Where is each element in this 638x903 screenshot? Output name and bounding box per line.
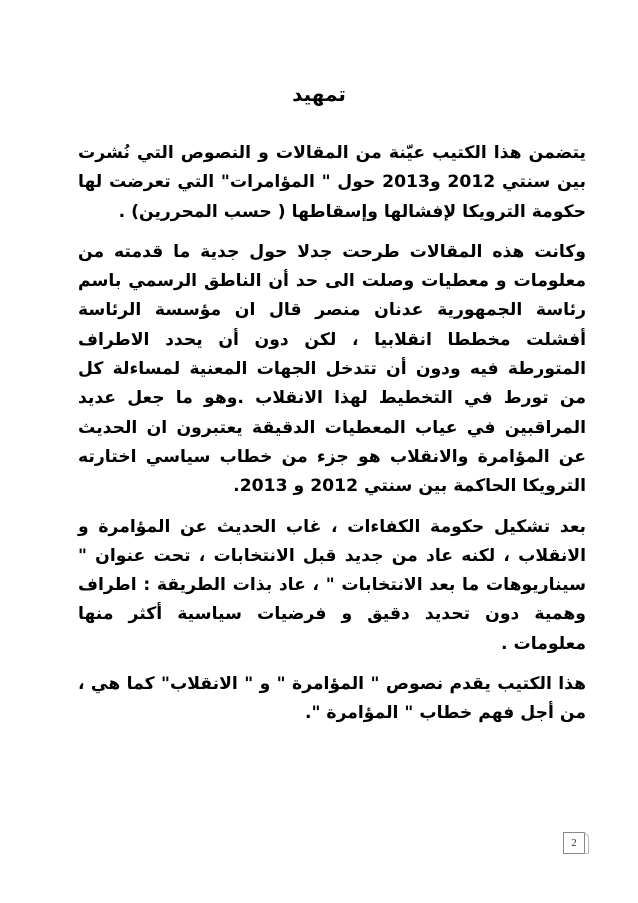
page-title: تمهيد (292, 82, 346, 106)
paragraph-2: وكانت هذه المقالات طرحت جدلا حول جدية ما قدمته من معلومات و معطيات وصلت الى حد أن الناطق الرسمي باسم رئاسة الجمهورية عدنان منصر قال ان مؤسسة الرئاسة أفشلت مخططا انقلابيا ، لكن دون أن يحدد الاطراف المتورطة فيه ودون أن تتدخل الجهات المعنية لمساءلة كل من تورط في التخطيط لهذا الانقلاب .وهو ما جعل عديد المراقبين في عياب المعطيات الدقيقة يعتبرون ان الحديث عن المؤامرة والانقلاب هو جزء من خطاب سياسي اختارته الترويكا الحاكمة بين سنتي 2012 و 2013. (78, 241, 586, 497)
paragraph-1: يتضمن هذا الكتيب عيّنة من المقالات و النصوص التي نُشرت بين سنتي 2012 و2013 حول " المؤامرات" التي تعرضت لها حكومة الترويكا لإفشالها وإسقاطها ( حسب المحررين) . (78, 143, 586, 222)
document-body (78, 139, 586, 740)
paragraph-4: هذا الكتيب يقدم نصوص " المؤامرة " و " الانقلاب" كما هي ، من أجل فهم خطاب " المؤامرة ". (78, 674, 586, 724)
paragraph-3: بعد تشكيل حكومة الكفاءات ، غاب الحديث عن المؤامرة و الانقلاب ، لكنه عاد من جديد قبل الانتخابات ، تحت عنوان " سيناريوهات ما بعد الانتخابات " ، عاد بذات الطريقة : اطراف وهمية دون تحديد دقيق و فرضيات سياسية أكثر منها معلومات . (78, 516, 586, 654)
page-number: 2 (571, 837, 577, 849)
page-number-box (563, 832, 589, 854)
